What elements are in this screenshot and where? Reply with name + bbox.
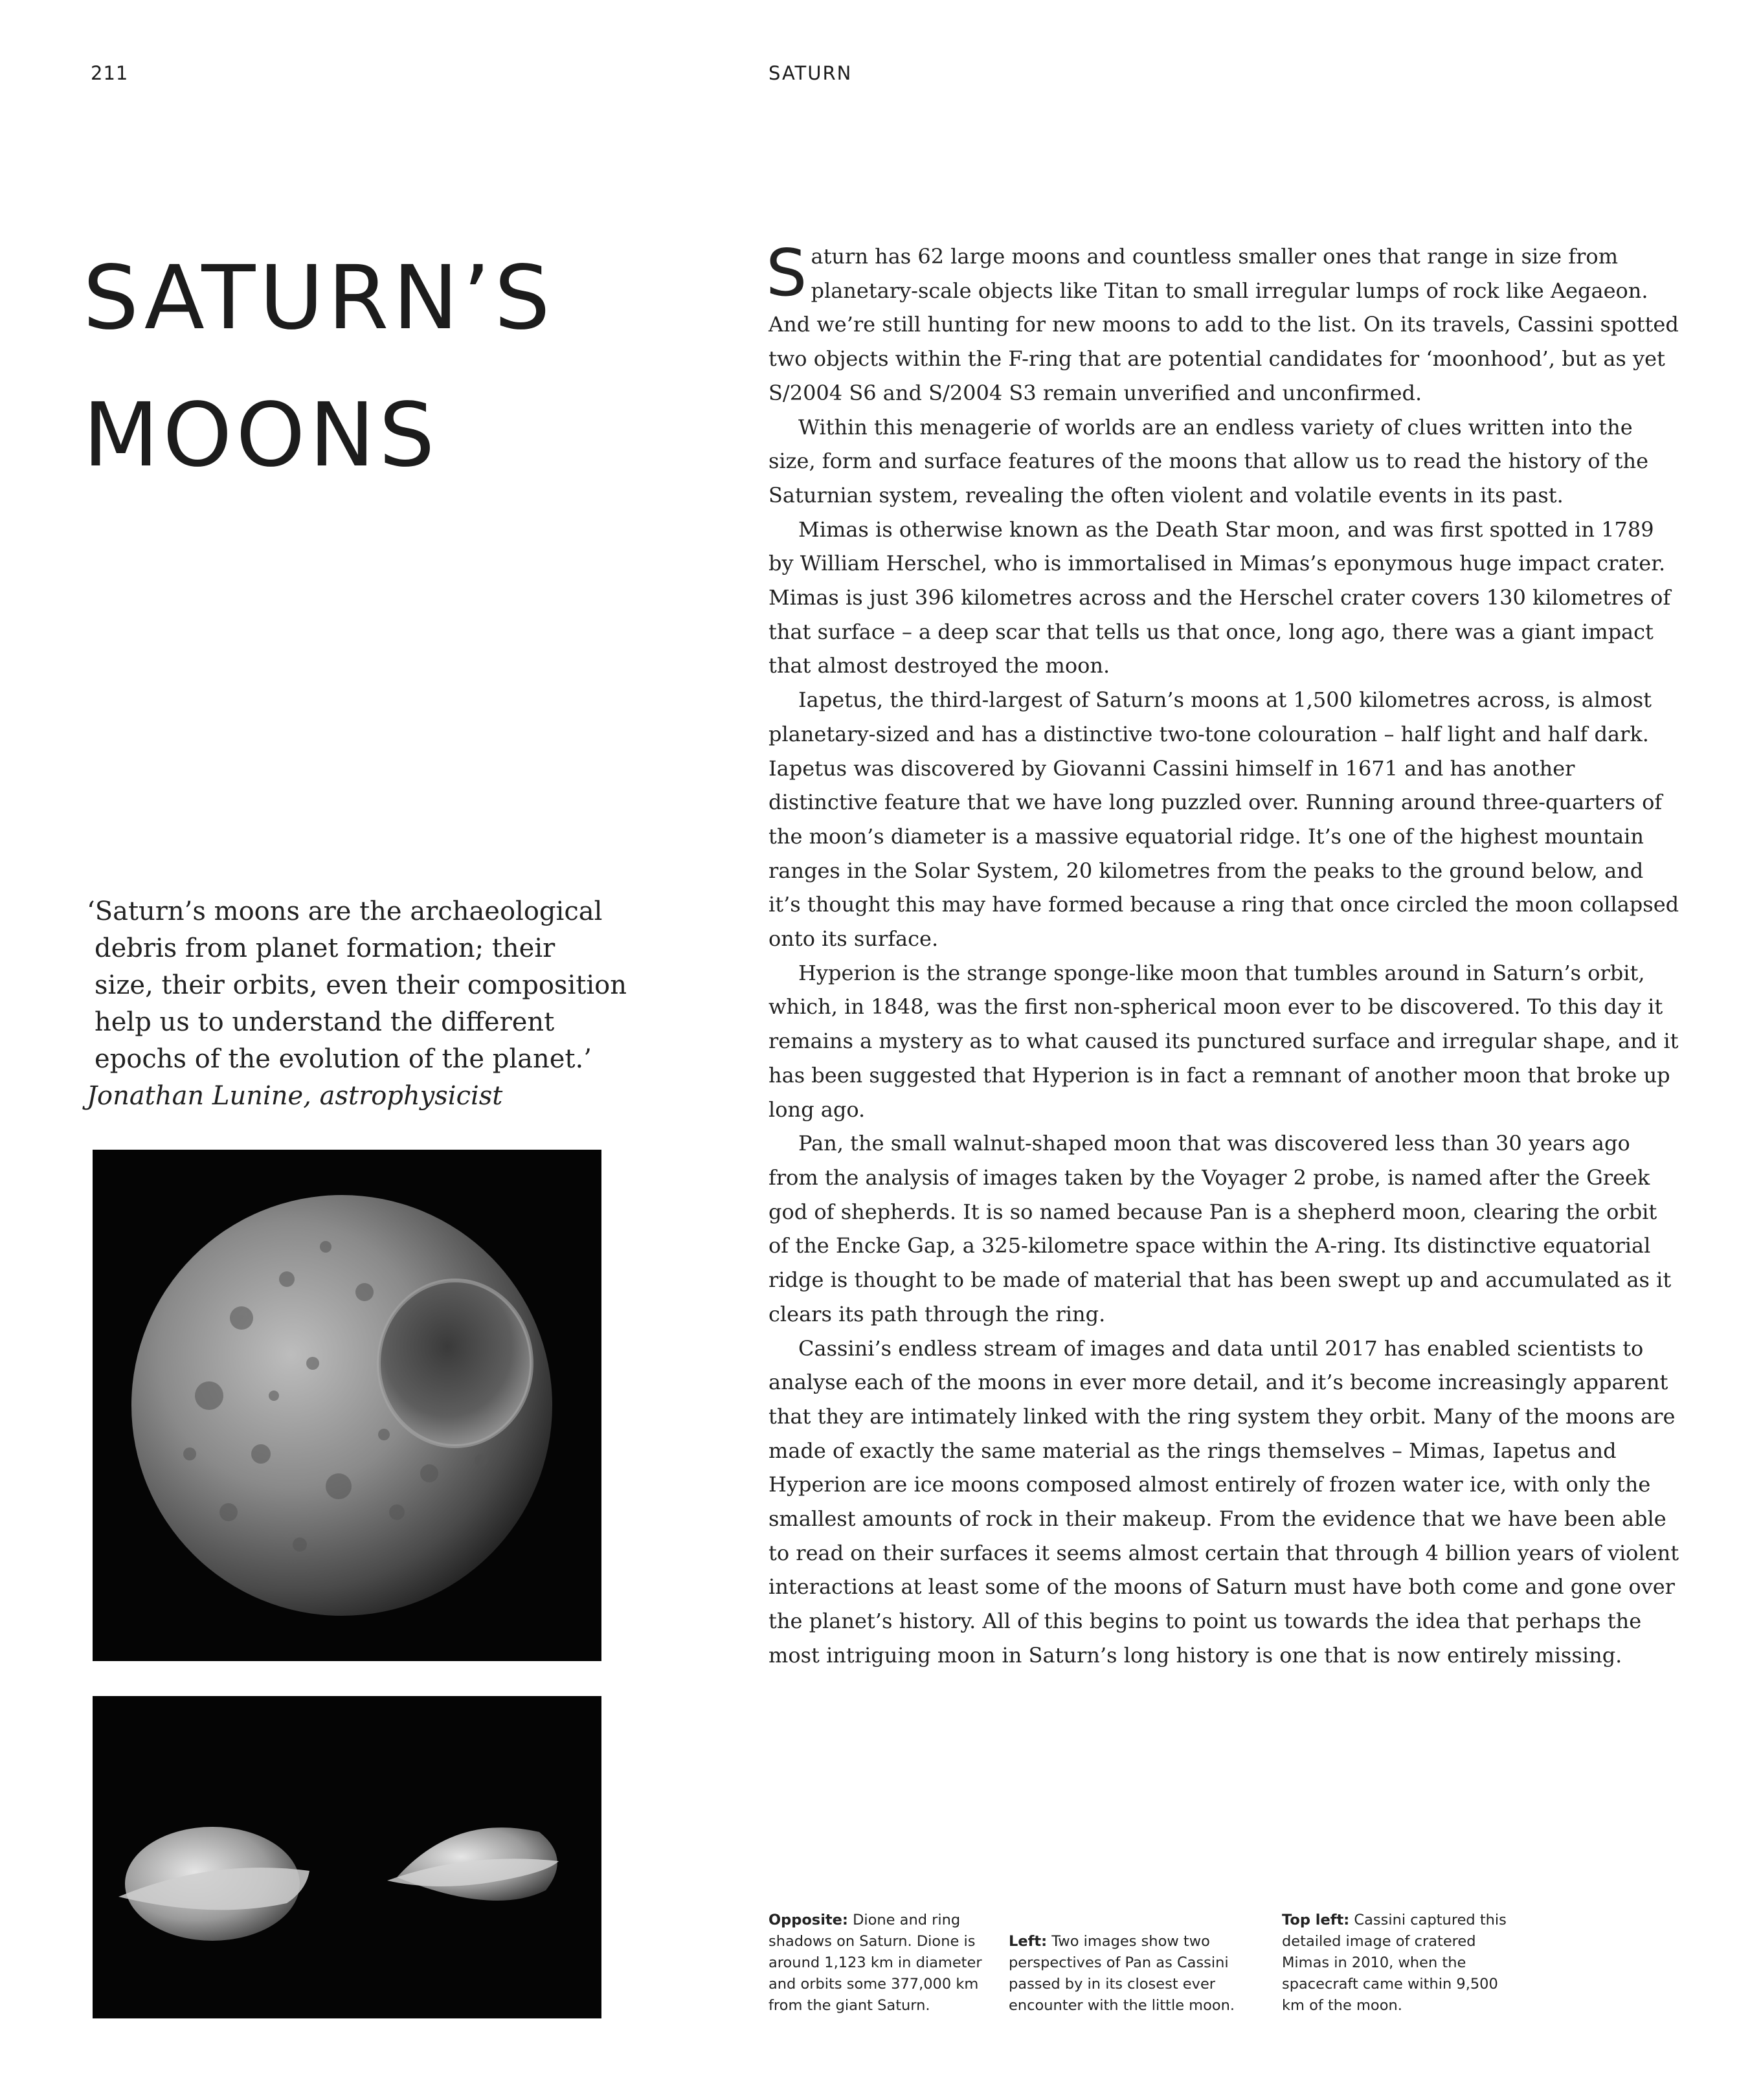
paragraph-6: Pan, the small walnut-shaped moon that was discovered less than 30 years ago from the analysis of images taken by the Voyager 2 probe, is named after the Greek god of shepherds. It is so named because Pan is a shepherd moon, clearing the orbit of the Encke Gap, a 325-kilometre space within the A-ring. Its distinctive equatorial ridge is thought to be made of material that has been swept up and accumulated as it clears its path through the ring. [768,1131,1672,1326]
quote-line-2: debris from planet formation; their [95,933,555,963]
title-line-2: MOONS [83,385,439,487]
paragraph-2: Within this menagerie of worlds are an endless variety of clues written into the size, form and surface features of the moons that allow us to read the history of the Saturnian system, revealing the often violent and volatile events in its past. [768,414,1649,508]
caption-left [1009,1931,1264,2016]
running-head: SATURN [768,62,853,84]
paragraph-5: Hyperion is the strange sponge-like moon that tumbles around in Saturn’s orbit, which, in 1848, was the first non-spherical moon ever to be discovered. To this day it remains a mystery as to what caused its punctured surface and irregular shape, and it has been suggested that Hyperion is in fact a remnant of another moon that broke up long ago. [768,960,1679,1122]
title-line-1: SATURN’S [83,247,554,350]
quote-line-5: epochs of the evolution of the planet.’ [95,1044,592,1074]
mimas-photo [93,1150,601,1661]
paragraph-7: Cassini’s endless stream of images and data until 2017 has enabled scientists to analyse each of the moons in ever more detail, and it’s become increasingly apparent that they are intimately linked with the ring system they orbit. Many of the moons are made of exactly the same material as the rings themselves – Mimas, Iapetus and Hyperion are ice moons composed almost entirely of frozen water ice, with only the smallest amounts of rock in their makeup. From the evidence that we have been able to read on their surfaces it seems almost certain that through 4 billion years of violent interactions at least some of the moons of Saturn must have both come and gone over the planet’s history. All of this begins to point us towards the idea that perhaps the most intriguing moon in Saturn’s long history is one that is now entirely missing. [768,1335,1679,1668]
paragraph-4: Iapetus, the third-largest of Saturn’s moons at 1,500 kilometres across, is almost planetary-sized and has a distinctive two-tone colouration – half light and half dark. Iapetus was discovered by Giovanni Cassini himself in 1671 and has another distinctive feature that we have long puzzled over. Running around three-quarters of the moon’s diameter is a massive equatorial ridge. It’s one of the highest mountain ranges in the Solar System, 20 kilometres from the peaks to the ground below, and it’s thought this may have formed because a ring that once circled the moon collapsed onto its surface. [768,687,1679,952]
drop-cap: S [766,235,807,311]
caption-left-text: Two images show two perspectives of Pan as Cassini passed by in its closest ever encounter with the little moon. [1009,1933,1235,2014]
paragraph-1 [766,235,1681,410]
paragraph-3: Mimas is otherwise known as the Death Star moon, and was first spotted in 1789 by William Herschel, who is immortalised in Mimas’s eponymous huge impact crater. Mimas is just 396 kilometres across and the Herschel crater covers 130 kilometres of that surface – a deep scar that tells us that once, long ago, there was a giant impact that almost destroyed the moon. [768,517,1671,678]
quote-line-3: size, their orbits, even their composition [95,970,627,1000]
page-title [83,230,666,504]
body-text [766,235,1681,1673]
paragraph-1-text: aturn has 62 large moons and countless smaller ones that range in size from planetary-scale objects like Titan to small irregular lumps of rock like Aegaeon. And we’re still hunting for new moons to add to the list. On its travels, Cassini spotted two objects within the F-ring that are potential candidates for ‘moonhood’, but as yet S/2004 S6 and S/2004 S3 remain unverified and unconfirmed. [768,244,1679,405]
caption-opposite-label: Opposite: [768,1912,848,1928]
pan-image [93,1696,601,2018]
caption-top-left-label: Top left: [1282,1912,1350,1928]
caption-opposite [768,1910,1002,2016]
caption-opposite-text: Dione and ring shadows on Saturn. Dione is around 1,123 km in diameter and orbits some 377,000 km from the giant Saturn. [768,1912,982,2014]
page-number: 211 [91,62,129,84]
quote-attribution: Jonathan Lunine, astrophysicist [87,1081,503,1111]
caption-top-left [1282,1910,1521,2016]
pull-quote [87,893,669,1115]
pan-photo [93,1696,601,2018]
mimas-image [93,1150,601,1661]
quote-line-1: ‘Saturn’s moons are the archaeological [87,897,603,926]
caption-left-label: Left: [1009,1933,1048,1950]
quote-line-4: help us to understand the different [95,1007,555,1037]
caption-top-left-text: Cassini captured this detailed image of cratered Mimas in 2010, when the spacecraft came within 9,500 km of the moon. [1282,1912,1507,2014]
